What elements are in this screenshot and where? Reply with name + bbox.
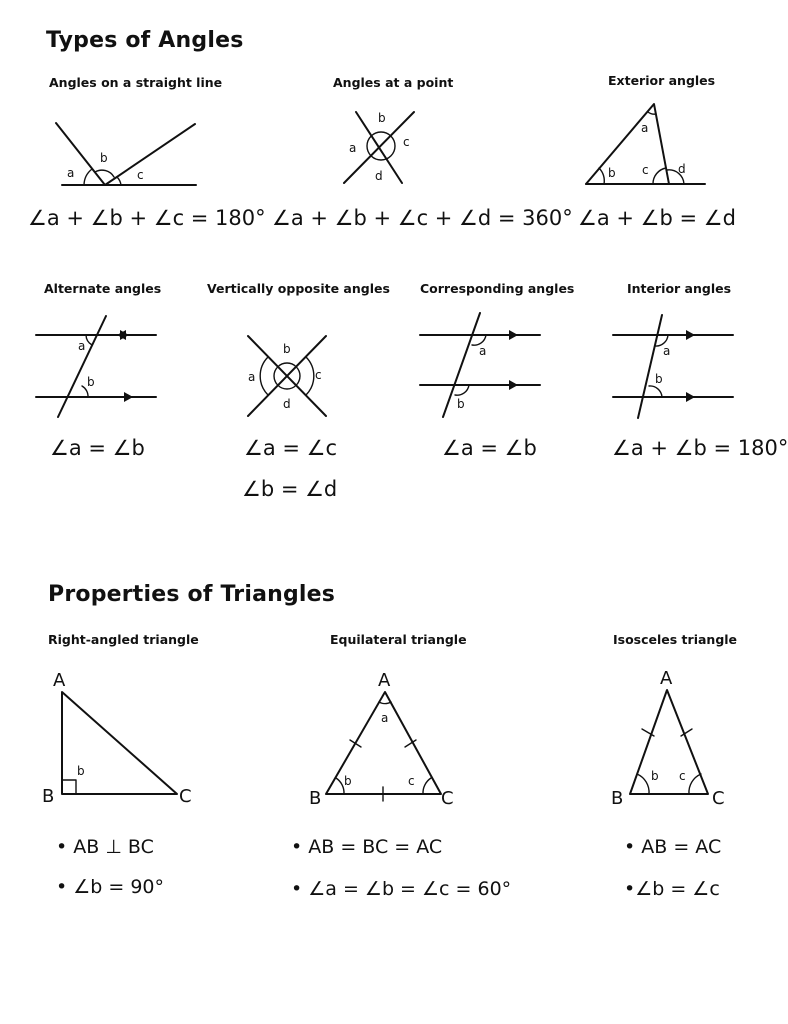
angle-label-a: a <box>78 339 86 353</box>
angle-label-b: b <box>457 397 465 411</box>
angle-label-a: a <box>67 166 75 180</box>
angle-label-b: b <box>344 774 352 788</box>
angle-label-b: b <box>608 166 616 180</box>
fact-equilateral-1: • AB = BC = AC <box>291 836 443 858</box>
caption-exterior: Exterior angles <box>608 73 716 88</box>
equation-exterior: ∠a + ∠b = ∠d <box>578 206 736 230</box>
angle-label-b: b <box>655 372 663 386</box>
vertex-b: B <box>42 786 55 807</box>
angle-label-a: a <box>381 711 389 725</box>
angle-label-b: b <box>87 375 95 389</box>
caption-alternate: Alternate angles <box>44 281 162 296</box>
angle-label-a: a <box>479 344 487 358</box>
angle-label-b: b <box>283 342 291 356</box>
angle-label-b: b <box>651 769 659 783</box>
fact-right-angled-2: • ∠b = 90° <box>56 876 165 898</box>
caption-corresponding: Corresponding angles <box>420 281 575 296</box>
equation-interior: ∠a + ∠b = 180° <box>612 436 788 460</box>
vertex-c: C <box>712 788 725 809</box>
equation-alternate: ∠a = ∠b <box>50 436 145 460</box>
fact-right-angled-1: • AB ⊥ BC <box>56 836 154 858</box>
vertex-c: C <box>179 786 192 807</box>
angle-label-b: b <box>100 151 108 165</box>
angle-label-b: b <box>77 764 85 778</box>
angle-label-c: c <box>642 163 649 177</box>
vertex-a: A <box>660 668 673 689</box>
angle-label-a: a <box>641 121 649 135</box>
angle-label-d: d <box>283 397 291 411</box>
vertex-a: A <box>53 670 66 691</box>
angle-label-c: c <box>679 769 686 783</box>
fact-equilateral-2: • ∠a = ∠b = ∠c = 60° <box>291 878 512 900</box>
section-title-angles: Types of Angles <box>46 28 244 53</box>
angle-label-c: c <box>403 135 410 149</box>
caption-right-angled: Right-angled triangle <box>48 632 199 647</box>
caption-vertically-opposite: Vertically opposite angles <box>207 281 390 296</box>
angle-label-c: c <box>137 168 144 182</box>
caption-interior: Interior angles <box>627 281 732 296</box>
vertex-b: B <box>611 788 624 809</box>
fact-isosceles-2: •∠b = ∠c <box>624 878 720 900</box>
arc-c <box>689 774 701 794</box>
section-title-triangles: Properties of Triangles <box>48 582 336 607</box>
angle-label-b: b <box>378 111 386 125</box>
equation-corresponding: ∠a = ∠b <box>442 436 537 460</box>
arc-b <box>637 774 649 794</box>
triangle <box>630 690 708 794</box>
angle-label-a: a <box>349 141 357 155</box>
equation-vertically-opposite-2: ∠b = ∠d <box>242 477 338 501</box>
angle-label-c: c <box>408 774 415 788</box>
equation-vertically-opposite-1: ∠a = ∠c <box>244 436 338 460</box>
fact-isosceles-1: • AB = AC <box>624 836 722 858</box>
angle-label-c: c <box>315 368 322 382</box>
equation-straight-line: ∠a + ∠b + ∠c = 180° <box>28 206 266 230</box>
vertex-a: A <box>378 670 391 691</box>
angle-label-a: a <box>248 370 256 384</box>
vertex-c: C <box>441 788 454 809</box>
angle-label-a: a <box>663 344 671 358</box>
caption-straight-line: Angles on a straight line <box>49 75 223 90</box>
angle-label-d: d <box>375 169 383 183</box>
caption-isosceles: Isosceles triangle <box>613 632 738 647</box>
vertex-b: B <box>309 788 322 809</box>
angle-label-d: d <box>678 162 686 176</box>
caption-at-a-point: Angles at a point <box>333 75 454 90</box>
equation-at-a-point: ∠a + ∠b + ∠c + ∠d = 360° <box>272 206 573 230</box>
caption-equilateral: Equilateral triangle <box>330 632 467 647</box>
